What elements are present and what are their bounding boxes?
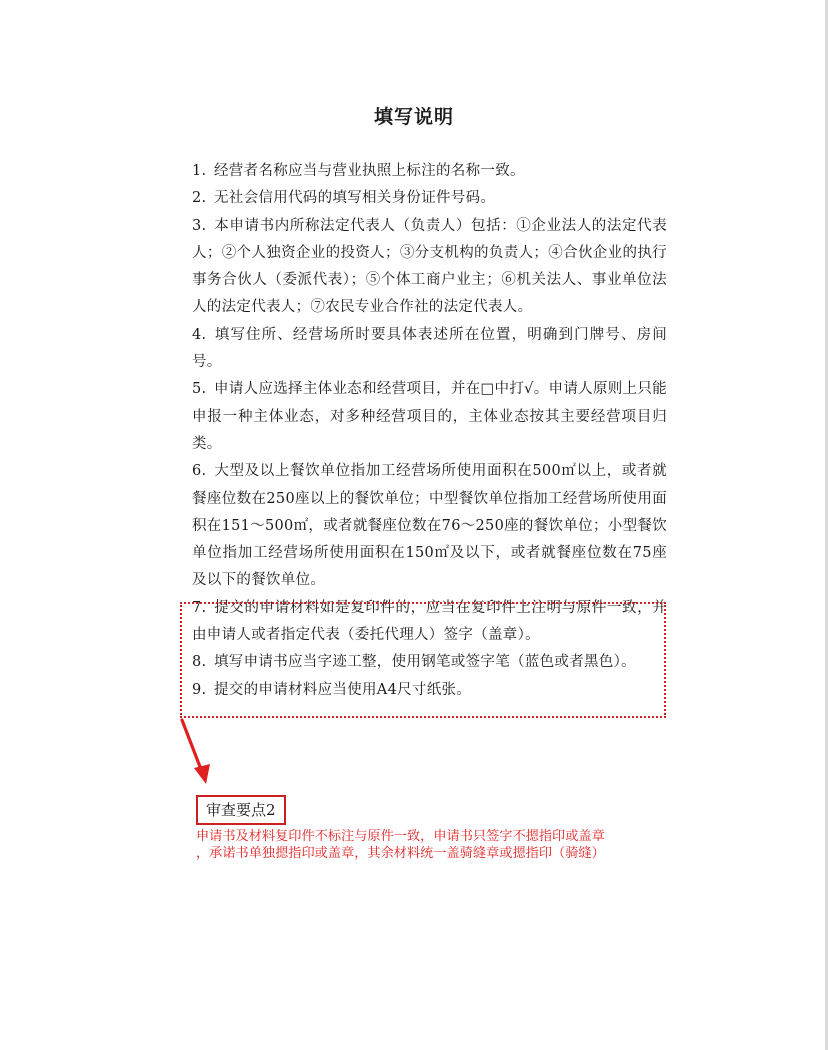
item-text: 大型及以上餐饮单位指加工经营场所使用面积在500㎡以上，或者就餐座位数在250座以上的餐饮单位；中型餐饮单位指加工经营场所使用面积在151～500㎡，或者就餐座位数在76～250座的餐饮单位；小型餐饮单位指加工经营场所使用面积在150㎡及以下，或者就餐座位数在75座及以下的餐饮单位。: [192, 463, 667, 589]
review-point-note: [196, 828, 674, 862]
instruction-item-5: [192, 376, 667, 458]
instruction-item-3: [192, 213, 667, 322]
instruction-item-2: [192, 185, 667, 212]
instruction-item-6: [192, 458, 667, 594]
item-number: 9.: [192, 681, 207, 698]
instruction-item-4: [192, 322, 667, 377]
page-title: 填写说明: [373, 106, 454, 128]
item-number: 1.: [192, 163, 207, 179]
item-text: 本申请书内所称法定代表人（负责人）包括：①企业法人的法定代表人；②个人独资企业的投资人；③分支机构的负责人；④合伙企业的执行事务合伙人（委派代表）；⑤个体工商户业主；⑥机关法人、事业单位法人的法定代表人；⑦农民专业合作社的法定代表人。: [192, 217, 667, 316]
item-text: 提交的申请材料应当使用A4尺寸纸张。: [214, 681, 472, 698]
review-point-label: 审查要点2: [196, 795, 286, 825]
item-number: 5.: [192, 381, 207, 398]
instruction-item-1: [192, 158, 667, 185]
item-text: 无社会信用代码的填写相关身份证件号码。: [214, 190, 496, 207]
review-note-line-2: ，承诺书单独摁指印或盖章，其余材料统一盖骑缝章或摁指印（骑缝）: [196, 846, 605, 861]
item-number: 4.: [192, 326, 207, 343]
highlight-dotted-box: [180, 599, 667, 718]
item-text: 填写住所、经营场所时要具体表述所在位置，明确到门牌号、房间号。: [192, 326, 667, 371]
item-text: 经营者名称应当与营业执照上标注的名称一致。: [214, 163, 525, 179]
review-note-line-1: 申请书及材料复印件不标注与原件一致，申请书只签字不摁指印或盖章: [196, 829, 605, 844]
item-number: 7.: [192, 599, 207, 616]
item-number: 2.: [192, 190, 207, 207]
item-number: 8.: [192, 654, 207, 671]
red-arrow-icon: [176, 718, 216, 786]
item-number: 3.: [192, 217, 207, 234]
item-text: 申请人应选择主体业态和经营项目，并在□中打√。申请人原则上只能申报一种主体业态，对多种经营项目的，主体业态按其主要经营项目归类。: [192, 381, 667, 452]
item-number: 6.: [192, 463, 207, 480]
item-text: 填写申请书应当字迹工整，使用钢笔或签字笔（蓝色或者黑色）。: [214, 654, 636, 671]
item-text: 提交的申请材料如是复印件的，应当在复印件上注明与原件一致，并由申请人或者指定代表（委托代理人）签字（盖章）。: [192, 599, 667, 644]
